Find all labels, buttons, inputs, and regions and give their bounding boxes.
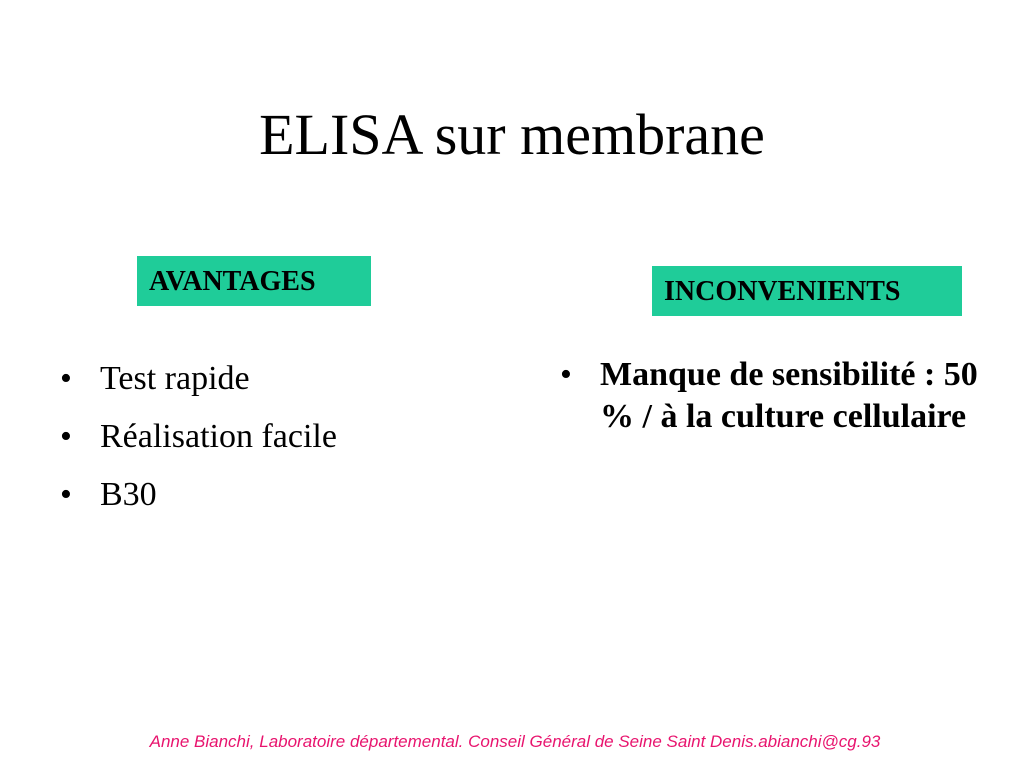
list-item (560, 354, 980, 438)
list-item-text: Manque de sensibilité : 50 % / à la culture cellulaire (600, 356, 978, 435)
list-item-text: Réalisation facile (100, 418, 337, 455)
bullet-icon: • (60, 360, 72, 397)
list-item (60, 466, 480, 524)
avantages-label: AVANTAGES (137, 256, 371, 306)
list-item-text: B30 (100, 476, 157, 513)
inconvenients-list (560, 354, 980, 438)
list-item (60, 350, 480, 408)
slide-title: ELISA sur membrane (259, 102, 765, 167)
inconvenients-label: INCONVENIENTS (652, 266, 962, 316)
bullet-icon: • (60, 418, 72, 455)
list-item-text: Test rapide (100, 360, 250, 397)
bullet-icon: • (560, 356, 572, 393)
list-item (60, 408, 480, 466)
footer-credit: Anne Bianchi, Laboratoire départemental. Conseil Général de Seine Saint Denis.abianchi@cg.93 (149, 732, 881, 751)
bullet-icon: • (60, 476, 72, 513)
avantages-list (60, 350, 480, 524)
